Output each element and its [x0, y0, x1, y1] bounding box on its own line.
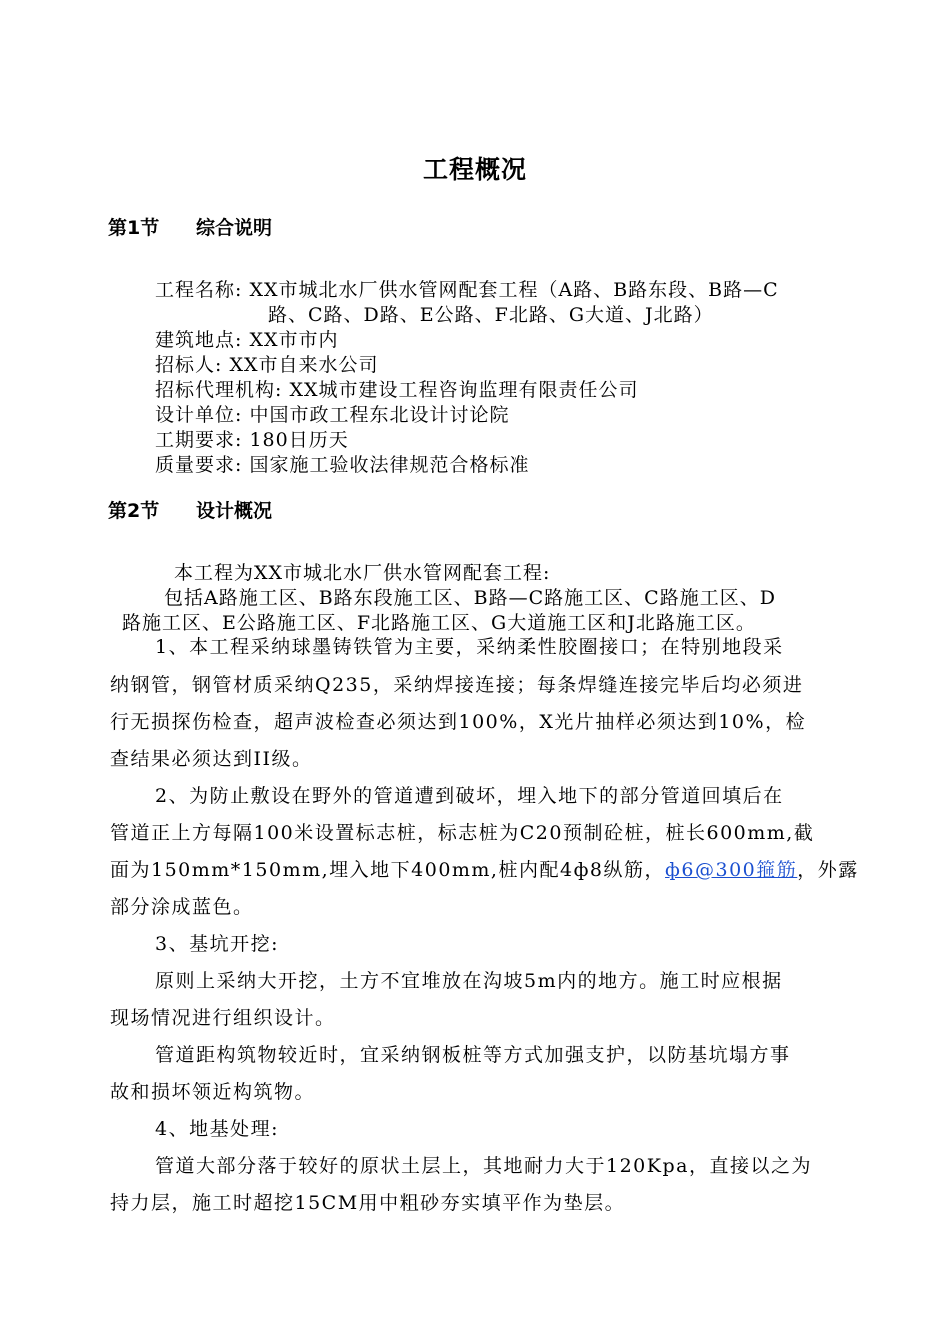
- section-1-heading: [108, 213, 272, 240]
- paragraph-1-line: 行无损探伤检查，超声波检查必须达到100%，X光片抽样必须达到10%，检: [110, 711, 807, 733]
- paragraph-3b-line: 故和损坏领近构筑物。: [110, 1081, 316, 1103]
- info-project-name: 工程名称: XX市城北水厂供水管网配套工程（A路、B路东段、B路—C: [155, 279, 779, 301]
- paragraph-2-line: 2、为防止敷设在野外的管道遭到破坏，埋入地下的部分管道回填后在: [155, 785, 784, 807]
- info-duration: 工期要求: 180日历天: [155, 429, 349, 451]
- paragraph-3-line: 原则上采纳大开挖，土方不宜堆放在沟坡5m内的地方。施工时应根据: [155, 970, 783, 992]
- paragraph-3-heading: 3、基坑开挖:: [155, 933, 279, 955]
- section-2-number: 第2节: [108, 500, 160, 522]
- info-location: 建筑地点: XX市市内: [155, 329, 339, 351]
- paragraph-3-line: 现场情况进行组织设计。: [110, 1007, 336, 1029]
- info-quality: 质量要求: 国家施工验收法律规范合格标准: [155, 454, 530, 476]
- stirrup-link[interactable]: ф6@300箍筋: [665, 859, 798, 881]
- paragraph-1-line: 1、本工程采纳球墨铸铁管为主要，采纳柔性胶圈接口；在特别地段采: [155, 636, 784, 658]
- info-tenderer: 招标人: XX市自来水公司: [155, 354, 379, 376]
- paragraph-1-line: 查结果必须达到II级。: [110, 748, 313, 770]
- paragraph-2-line: 管道正上方每隔100米设置标志桩，标志桩为C20预制砼桩，桩长600mm,截: [110, 822, 815, 844]
- section-2-title: 设计概况: [196, 500, 273, 522]
- intro-line: 包括A路施工区、B路东段施工区、B路—C路施工区、C路施工区、D: [164, 587, 776, 609]
- section-1-number: 第1节: [108, 217, 160, 239]
- paragraph-2-text: ，外露: [797, 859, 859, 881]
- paragraph-2-text: 面为150mm*150mm,埋入地下400mm,桩内配4ф8纵筋，: [110, 859, 666, 881]
- info-designer: 设计单位: 中国市政工程东北设计讨论院: [155, 404, 510, 426]
- paragraph-1-line: 纳钢管，钢管材质采纳Q235，采纳焊接连接；每条焊缝连接完毕后均必须进: [110, 674, 804, 696]
- paragraph-2-line: [110, 855, 859, 882]
- paragraph-4-line: 持力层，施工时超挖15CM用中粗砂夯实填平作为垫层。: [110, 1192, 626, 1214]
- info-project-name-cont: 路、C路、D路、E公路、F北路、G大道、J北路）: [268, 304, 714, 326]
- page-title: 工程概况: [422, 155, 527, 184]
- paragraph-3b-line: 管道距构筑物较近时，宜采纳钢板桩等方式加强支护，以防基坑塌方事: [155, 1044, 791, 1066]
- intro-line: 本工程为XX市城北水厂供水管网配套工程:: [174, 562, 551, 584]
- paragraph-2-line: 部分涂成蓝色。: [110, 896, 254, 918]
- section-2-heading: [108, 496, 272, 523]
- intro-line: 路施工区、E公路施工区、F北路施工区、G大道施工区和J北路施工区。: [122, 612, 756, 634]
- paragraph-4-heading: 4、地基处理:: [155, 1118, 279, 1140]
- info-agency: 招标代理机构: XX城市建设工程咨询监理有限责任公司: [155, 379, 639, 401]
- paragraph-4-line: 管道大部分落于较好的原状土层上，其地耐力大于120Kpa，直接以之为: [155, 1155, 812, 1177]
- section-1-title: 综合说明: [196, 217, 273, 239]
